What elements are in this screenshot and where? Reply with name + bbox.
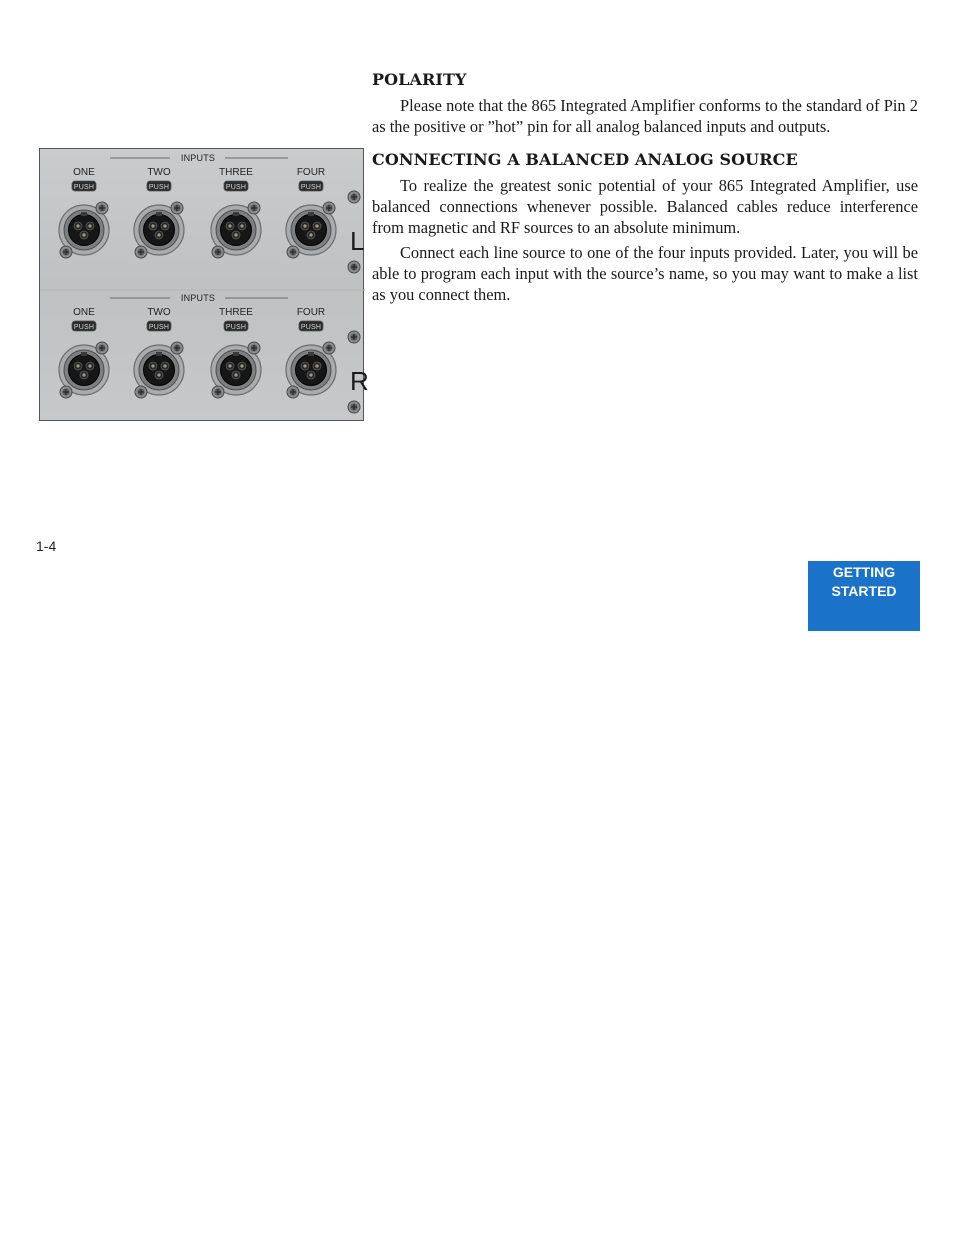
xlr-jack-0-2-pin-contact-1 (228, 224, 231, 227)
xlr-jack-1-3-pin-contact-1 (303, 364, 306, 367)
jack-label-1-1: TWO (147, 307, 171, 318)
xlr-jack-1-0-pin-contact-3 (82, 373, 85, 376)
jack-label-0-3: FOUR (296, 167, 326, 178)
polarity-paragraph: Please note that the 865 Integrated Amplifier conforms to the standard of Pin 2 as the positive or ”hot” pin for all analog balanced inputs and outputs. (372, 96, 918, 136)
push-latch-text-1-3: PUSH (300, 324, 322, 331)
xlr-jack-1-1-key (156, 352, 162, 356)
xlr-jack-1-0-key (81, 352, 87, 356)
xlr-jack-1-3-pin-contact-2 (315, 364, 318, 367)
push-latch-text-1-0: PUSH (73, 324, 95, 331)
xlr-jack-1-2-pin-contact-2 (240, 364, 243, 367)
xlr-jack-0-1-pin-contact-3 (157, 233, 160, 236)
jack-label-0-2: THREE (219, 167, 253, 178)
xlr-jack-1-1-pin-contact-3 (157, 373, 160, 376)
xlr-jack-1-0-socket (69, 355, 100, 386)
xlr-input-panel-image (39, 148, 369, 421)
xlr-jack-0-0-pin-contact-2 (88, 224, 91, 227)
xlr-jack-1-3-socket (296, 355, 327, 386)
xlr-jack-0-2-pin-contact-3 (234, 233, 237, 236)
xlr-jack-1-2-pin-contact-3 (234, 373, 237, 376)
jack-label-1-0: ONE (73, 307, 95, 318)
xlr-jack-0-3-socket (296, 215, 327, 246)
xlr-jack-0-0-socket (69, 215, 100, 246)
push-latch-text-0-2: PUSH (225, 184, 247, 191)
push-latch-text-0-3: PUSH (300, 184, 322, 191)
xlr-jack-0-3-key (308, 212, 314, 216)
push-latch-text-0-1: PUSH (148, 184, 170, 191)
xlr-jack-0-2-socket (221, 215, 252, 246)
xlr-jack-0-3-pin-contact-1 (303, 224, 306, 227)
section-heading-polarity: POLARITY (372, 70, 467, 89)
jack-label-1-2: THREE (219, 307, 253, 318)
xlr-jack-0-1-key (156, 212, 162, 216)
xlr-jack-0-0-key (81, 212, 87, 216)
xlr-jack-0-3-pin-contact-3 (309, 233, 312, 236)
xlr-jack-0-1-socket (144, 215, 175, 246)
xlr-jack-1-2-socket (221, 355, 252, 386)
chapter-tab-line-2: STARTED (831, 583, 897, 599)
channel-letter-0: L (350, 226, 365, 256)
page-number: 1-4 (36, 538, 57, 554)
xlr-jack-0-2-pin-contact-2 (240, 224, 243, 227)
text-column (372, 70, 918, 309)
xlr-jack-1-0-pin-contact-2 (88, 364, 91, 367)
jack-label-0-1: TWO (147, 167, 171, 178)
xlr-jack-1-0-pin-contact-1 (76, 364, 79, 367)
balanced-paragraph-2: Connect each line source to one of the four inputs provided. Later, you will be able to program each input with the source’s name, so you may want to make a list as you connect them. (372, 243, 918, 304)
section-heading-balanced-source: CONNECTING A BALANCED ANALOG SOURCE (372, 150, 798, 169)
xlr-jack-1-2-key (233, 352, 239, 356)
xlr-jack-0-0-pin-contact-1 (76, 224, 79, 227)
chapter-tab-getting-started (808, 561, 920, 631)
jack-label-1-3: FOUR (296, 307, 326, 318)
xlr-jack-0-0-pin-contact-3 (82, 233, 85, 236)
push-latch-text-0-0: PUSH (73, 184, 95, 191)
xlr-jack-1-1-pin-contact-1 (151, 364, 154, 367)
xlr-jack-1-1-socket (144, 355, 175, 386)
inputs-group-label-0: INPUTS (180, 153, 216, 163)
inputs-group-label-1: INPUTS (180, 293, 216, 303)
xlr-jack-1-1-pin-contact-2 (163, 364, 166, 367)
chapter-tab-line-1: GETTING (832, 564, 896, 580)
xlr-jack-1-2-pin-contact-1 (228, 364, 231, 367)
xlr-input-panel-drawing (40, 149, 369, 422)
xlr-jack-0-2-key (233, 212, 239, 216)
jack-label-0-0: ONE (73, 167, 95, 178)
xlr-jack-0-1-pin-contact-1 (151, 224, 154, 227)
xlr-jack-0-3-pin-contact-2 (315, 224, 318, 227)
push-latch-text-1-2: PUSH (225, 324, 247, 331)
balanced-paragraph-1: To realize the greatest sonic potential of your 865 Integrated Amplifier, use balanced connections whenever possible. Balanced cables reduce interference from magnetic and RF sources to an absolute minimum. (372, 176, 918, 237)
xlr-jack-1-3-pin-contact-3 (309, 373, 312, 376)
xlr-jack-1-3-key (308, 352, 314, 356)
xlr-jack-0-1-pin-contact-2 (163, 224, 166, 227)
push-latch-text-1-1: PUSH (148, 324, 170, 331)
channel-letter-1: R (350, 366, 369, 396)
